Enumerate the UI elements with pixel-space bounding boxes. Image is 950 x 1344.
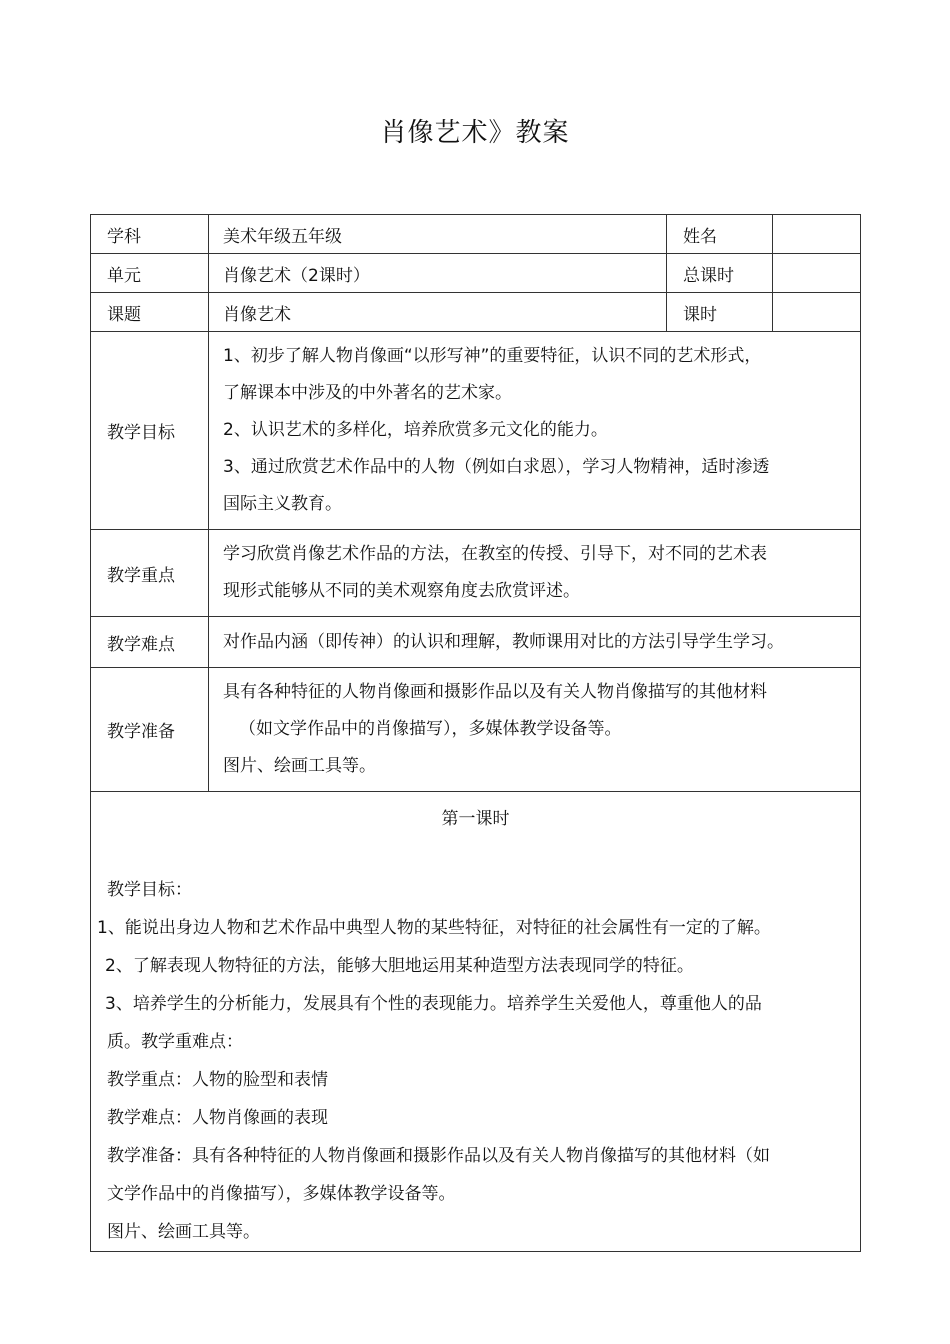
focus-line: 现形式能够从不同的美术观察角度去欣赏评述。 — [223, 581, 580, 601]
row-unit — [91, 254, 861, 293]
difficulty-line: 对作品内涵（即传神）的认识和理解，教师课用对比的方法引导学生学习。 — [223, 631, 784, 652]
row-lesson1 — [91, 792, 861, 1252]
goals-line: 1、初步了解人物肖像画“以形写神”的重要特征，认识不同的艺术形式， — [223, 346, 762, 366]
lesson1-line: 文学作品中的肖像描写），多媒体教学设备等。 — [107, 1184, 456, 1204]
lesson1-line: 3、培养学生的分析能力，发展具有个性的表现能力。培养学生关爱他人，尊重他人的品 — [105, 994, 762, 1014]
name-value — [773, 215, 861, 254]
page-title: 肖像艺术》教案 — [380, 118, 570, 148]
lesson1-heading: 第一课时 — [441, 809, 510, 829]
lesson1-content — [91, 792, 861, 1252]
row-focus — [91, 530, 861, 617]
hours-label: 课时 — [667, 293, 773, 332]
row-goals — [91, 332, 861, 530]
lesson1-line: 2、了解表现人物特征的方法，能够大胆地运用某种造型方法表现同学的特征。 — [105, 956, 694, 976]
focus-content — [209, 530, 861, 617]
subject-label: 学科 — [91, 215, 209, 254]
lesson1-line: 教学难点：人物肖像画的表现 — [107, 1108, 328, 1128]
goals-content — [209, 332, 861, 530]
lesson-plan-table — [90, 214, 861, 1252]
unit-value: 肖像艺术（2课时） — [209, 254, 667, 293]
difficulty-content — [209, 617, 861, 668]
difficulty-label: 教学难点 — [91, 617, 209, 668]
focus-line: 学习欣赏肖像艺术作品的方法，在教室的传授、引导下，对不同的艺术表 — [223, 544, 767, 564]
focus-label: 教学重点 — [91, 530, 209, 617]
lesson1-line: 1、能说出身边人物和艺术作品中典型人物的某些特征，对特征的社会属性有一定的了解。 — [97, 918, 771, 938]
prep-label: 教学准备 — [91, 668, 209, 792]
subject-value: 美术年级五年级 — [209, 215, 667, 254]
goals-line: 3、通过欣赏艺术作品中的人物（例如白求恩），学习人物精神，适时渗透 — [223, 457, 770, 477]
row-topic — [91, 293, 861, 332]
hours-value — [773, 293, 861, 332]
unit-label: 单元 — [91, 254, 209, 293]
topic-value: 肖像艺术 — [209, 293, 667, 332]
name-label: 姓名 — [667, 215, 773, 254]
prep-line: 具有各种特征的人物肖像画和摄影作品以及有关人物肖像描写的其他材料 — [223, 682, 767, 702]
goals-line: 了解课本中涉及的中外著名的艺术家。 — [223, 383, 512, 403]
prep-content — [209, 668, 861, 792]
lesson1-line: 教学准备：具有各种特征的人物肖像画和摄影作品以及有关人物肖像描写的其他材料（如 — [107, 1146, 770, 1166]
row-prep — [91, 668, 861, 792]
total-hours-label: 总课时 — [667, 254, 773, 293]
topic-label: 课题 — [91, 293, 209, 332]
total-hours-value — [773, 254, 861, 293]
goals-label: 教学目标 — [91, 332, 209, 530]
goals-line: 国际主义教育。 — [223, 494, 342, 514]
lesson1-line: 质。教学重难点： — [107, 1032, 243, 1052]
row-subject — [91, 215, 861, 254]
goals-line: 2、认识艺术的多样化，培养欣赏多元文化的能力。 — [223, 420, 608, 440]
lesson1-line: 教学重点：人物的脸型和表情 — [107, 1070, 328, 1090]
lesson1-body — [91, 871, 860, 1251]
prep-line: （如文学作品中的肖像描写），多媒体教学设备等。 — [239, 719, 622, 739]
prep-line: 图片、绘画工具等。 — [223, 756, 376, 776]
row-difficulty — [91, 617, 861, 668]
lesson1-line: 图片、绘画工具等。 — [107, 1222, 260, 1242]
lesson1-line: 教学目标： — [107, 880, 192, 900]
